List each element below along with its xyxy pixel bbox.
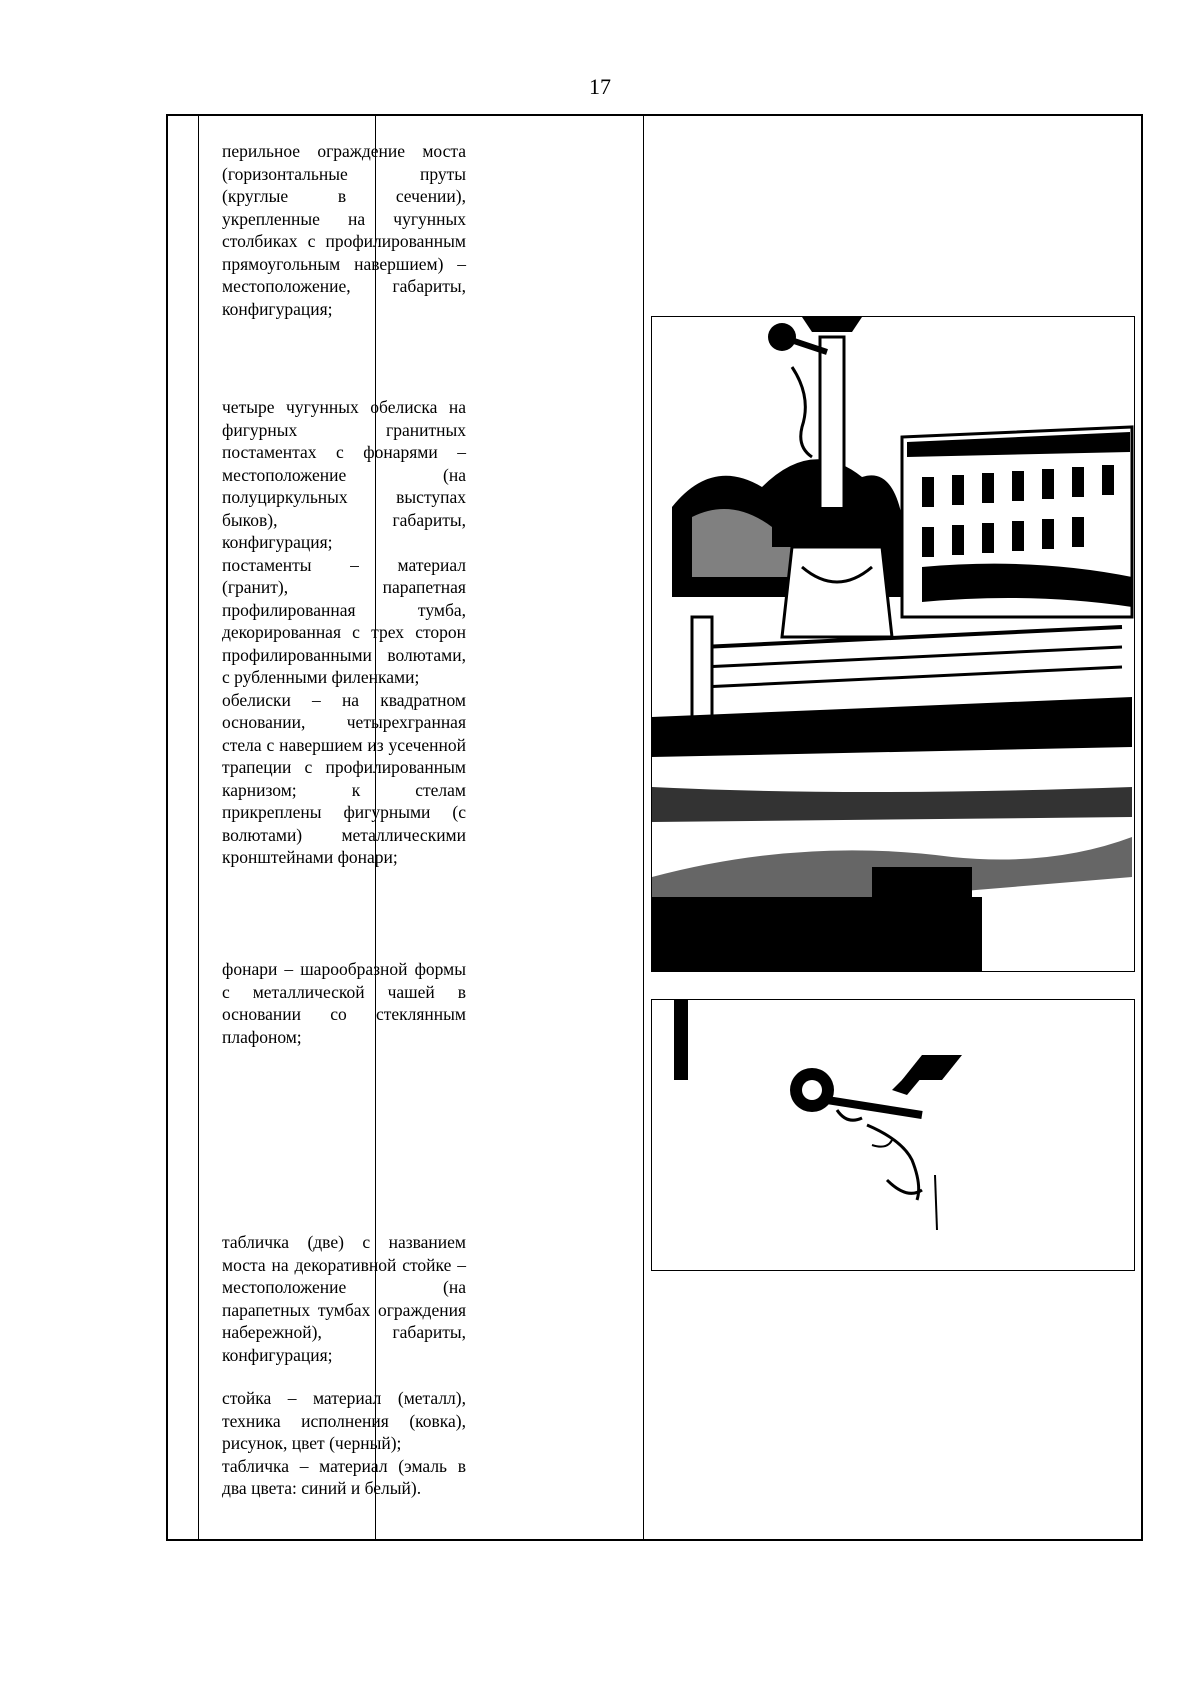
stand-description xyxy=(222,1387,466,1500)
text-paragraph: четыре чугунных обелиска на фигурных гранитных постаментах с фонарями – местоположение (на полуциркульных выступах быков), габариты, конфигурация; xyxy=(222,397,466,552)
text-paragraph: табличка (две) с названием моста на декоративной стойке – местоположение (на парапетных тумбах ограждения набережной), габариты, конфигурация; xyxy=(222,1232,466,1365)
column-divider xyxy=(198,116,199,1539)
obelisk-description xyxy=(222,396,466,869)
plaque-description xyxy=(222,1231,466,1366)
bridge-obelisk-photo xyxy=(651,316,1135,972)
text-paragraph: перильное ограждение моста (горизонтальные пруты (круглые в сечении), укрепленные на чугунных столбиках с профилированным прямоугольным навершием) – местоположение, габариты, конфигурация; xyxy=(222,141,466,319)
lantern-description xyxy=(222,958,466,1048)
railing-description xyxy=(222,140,466,320)
text-paragraph: табличка – материал (эмаль в два цвета: синий и белый). xyxy=(222,1455,466,1498)
page-number: 17 xyxy=(589,74,611,99)
text-paragraph: обелиски – на квадратном основании, четырехгранная стела с навершием из усеченной трапеции с профилированным карнизом; к стелам прикреплены фигурными (с волютами) металлическими кронштейнами фонари; xyxy=(222,689,466,867)
text-paragraph: стойка – материал (металл), техника исполнения (ковка), рисунок, цвет (черный); xyxy=(222,1388,466,1453)
text-paragraph: постаменты – материал (гранит), парапетная профилированная тумба, декорированная с трех сторон профилированными волютами, с рубленными филенками; xyxy=(222,554,466,687)
text-paragraph: фонари – шарообразной формы с металлической чашей в основании со стеклянным плафоном; xyxy=(222,959,466,1047)
lantern-bracket-photo xyxy=(651,999,1135,1271)
column-divider xyxy=(643,116,644,1539)
